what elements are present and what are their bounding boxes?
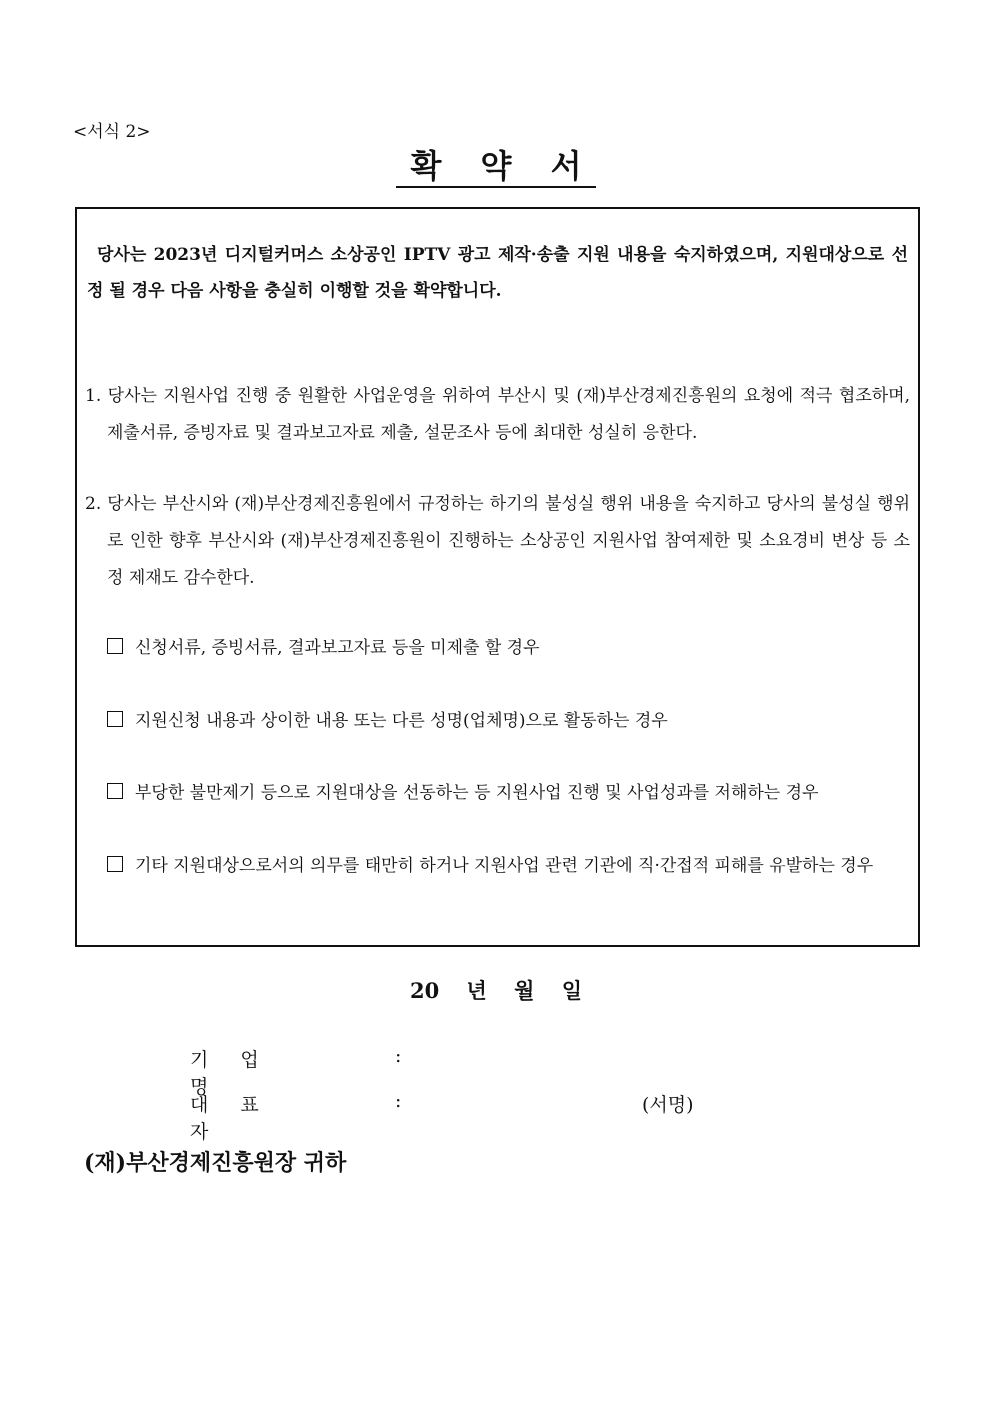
signature-placeholder: (서명) xyxy=(642,1094,694,1116)
pledge-clause-2: 2. 당사는 부산시와 (재)부산경제진흥원에서 규정하는 하기의 불성실 행위 내용을 숙지하고 당사의 불성실 행위로 인한 향후 부산시와 (재)부산경제진흥원이 진행하는 소상공인 지원사업 참여제한 및 소요경비 변상 등 소정 제재도 감수한다. xyxy=(85,494,910,588)
document-title-wrap xyxy=(0,146,992,188)
checklist-item-text: 지원신청 내용과 상이한 내용 또는 다른 성명(업체명)으로 활동하는 경우 xyxy=(135,711,668,731)
checkbox-icon[interactable] xyxy=(107,638,123,654)
representative-colon: : xyxy=(395,1090,402,1112)
checkbox-icon[interactable] xyxy=(107,856,123,872)
checklist-item-text: 기타 지원대상으로서의 의무를 태만히 하거나 지원사업 관련 기관에 직·간접적 피해를 유발하는 경우 xyxy=(135,856,874,876)
checklist-item xyxy=(107,630,910,666)
checklist-item xyxy=(107,775,910,811)
company-name-colon: : xyxy=(395,1045,402,1067)
company-name-label: 기 업 명 xyxy=(190,1049,272,1098)
representative-label: 대 표 자 xyxy=(190,1094,272,1143)
pledge-content-box xyxy=(75,207,920,947)
checklist-item xyxy=(107,848,910,884)
document-title: 확 약 서 xyxy=(396,146,595,188)
checklist-item-text: 신청서류, 증빙서류, 결과보고자료 등을 미제출 할 경우 xyxy=(135,638,540,658)
addressee: (재)부산경제진흥원장 귀하 xyxy=(84,1150,347,1176)
checkbox-icon[interactable] xyxy=(107,783,123,799)
form-number-label: <서식 2> xyxy=(73,122,151,142)
checkbox-icon[interactable] xyxy=(107,711,123,727)
checklist-item-text: 부당한 불만제기 등으로 지원대상을 선동하는 등 지원사업 진행 및 사업성과를 저해하는 경우 xyxy=(135,783,819,803)
pledge-intro: 당사는 2023년 디지털커머스 소상공인 IPTV 광고 제작·송출 지원 내용을 숙지하였으며, 지원대상으로 선정 될 경우 다음 사항을 충실히 이행할 것을 확약합니다. xyxy=(87,245,908,301)
pledge-clause-1: 1. 당사는 지원사업 진행 중 원활한 사업운영을 위하여 부산시 및 (재)부산경제진흥원의 요청에 적극 협조하며, 제출서류, 증빙자료 및 결과보고자료 제출, 설문조사 등에 최대한 성실히 응한다. xyxy=(85,386,910,443)
checklist-item xyxy=(107,703,910,739)
date-line: 20 년 월 일 xyxy=(409,978,582,1003)
